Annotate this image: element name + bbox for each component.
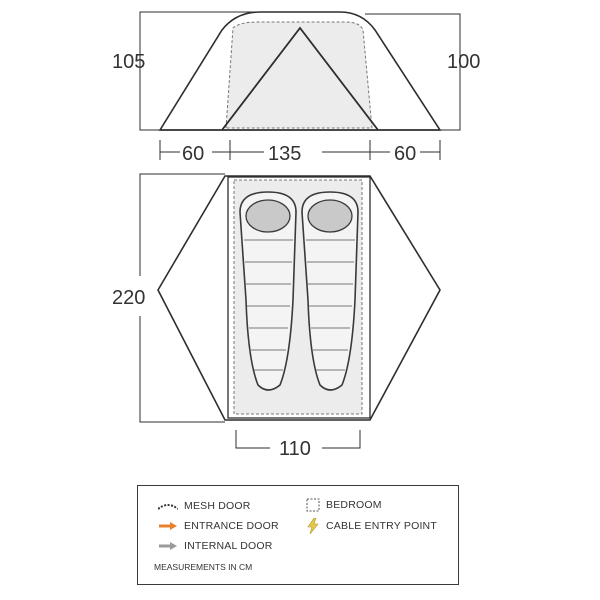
legend-label: INTERNAL DOOR <box>184 540 273 552</box>
legend-label: MESH DOOR <box>184 500 251 512</box>
legend-item-bedroom <box>306 498 382 512</box>
units-note: MEASUREMENTS IN CM <box>154 562 253 572</box>
legend-label: CABLE ENTRY POINT <box>326 520 437 532</box>
legend-label: BEDROOM <box>326 499 382 511</box>
internal-door-arrow-icon <box>158 541 178 551</box>
legend-item-entrance-door <box>158 520 279 532</box>
bedroom-dashed-box-icon <box>306 498 320 512</box>
legend <box>137 485 459 585</box>
lightning-bolt-icon <box>306 518 320 534</box>
inner-width-top-label: 135 <box>268 143 302 165</box>
height-right-label: 100 <box>447 51 481 73</box>
front-elevation <box>112 12 480 130</box>
height-left-label: 105 <box>112 51 146 73</box>
width-dimensions <box>160 140 440 165</box>
inner-tent-front <box>226 22 372 128</box>
entrance-door-arrow-icon <box>158 521 178 531</box>
mesh-door-icon <box>158 501 178 511</box>
vestibule-left-label: 60 <box>182 143 205 165</box>
legend-item-internal-door <box>158 540 273 552</box>
floor-plan <box>112 174 440 460</box>
inner-width-bottom-label: 110 <box>279 438 311 460</box>
length-label: 220 <box>112 287 146 309</box>
legend-label: ENTRANCE DOOR <box>184 520 279 532</box>
vestibule-right-label: 60 <box>394 143 417 165</box>
legend-item-cable-entry <box>306 518 437 534</box>
legend-item-mesh-door <box>158 500 251 512</box>
